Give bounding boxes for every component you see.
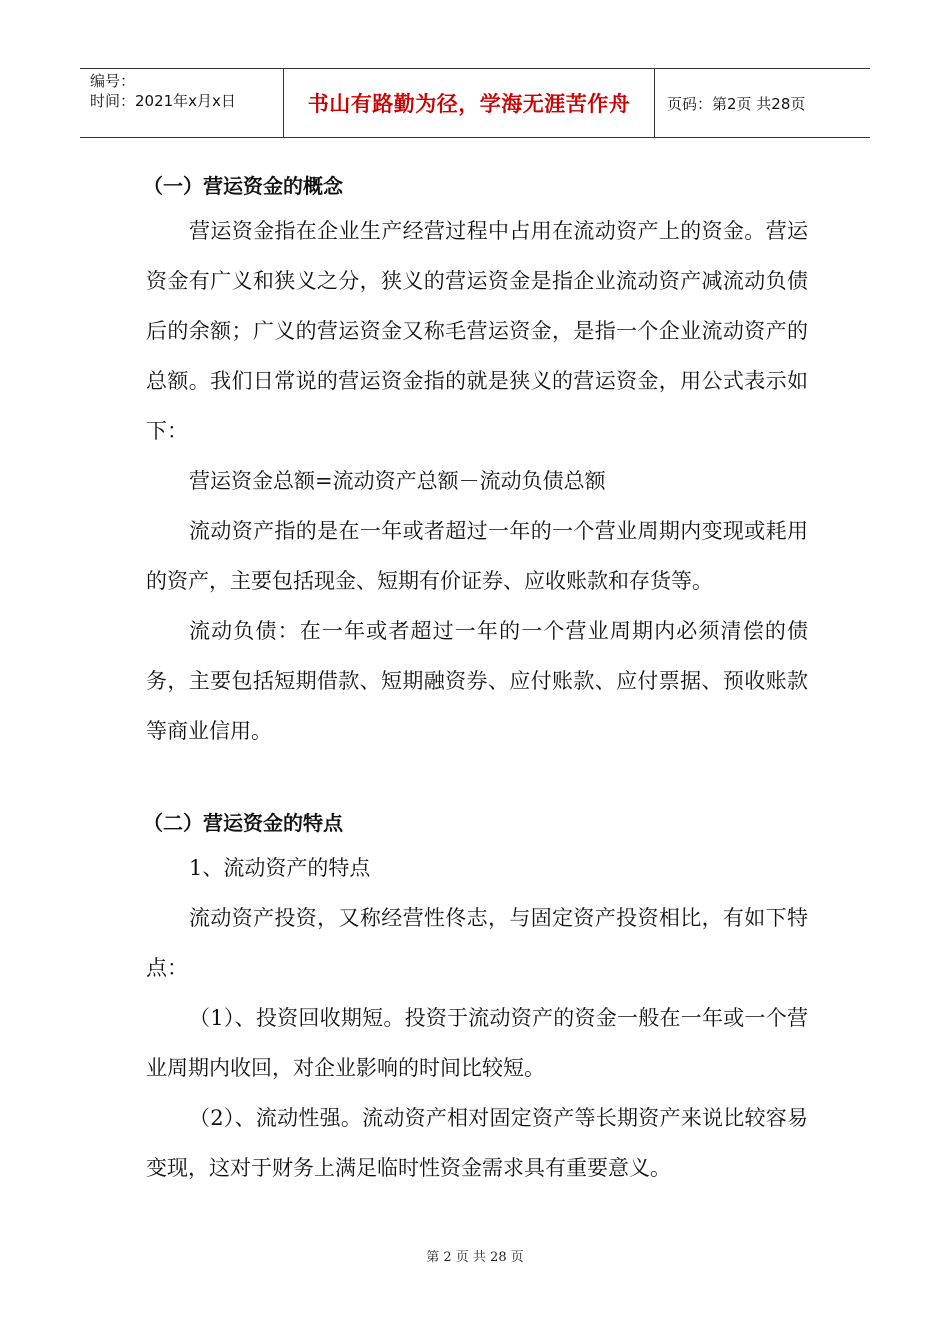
section-heading-concept: （一）营运资金的概念 bbox=[143, 174, 343, 198]
document-body bbox=[143, 166, 808, 1193]
document-number-label: 编号： bbox=[90, 72, 136, 90]
section-spacer bbox=[146, 756, 808, 803]
header-meta bbox=[80, 69, 283, 137]
paragraph: 流动资产投资，又称经营性佟志，与固定资产投资相比，有如下特点： bbox=[146, 906, 808, 980]
header-page-info: 页码：第2页 共28页 bbox=[667, 94, 806, 113]
formula-paragraph: 营运资金总额=流动资产总额－流动负债总额 bbox=[189, 469, 606, 493]
section-heading-features: （二）营运资金的特点 bbox=[143, 811, 343, 835]
paragraph: 营运资金指在企业生产经营过程中占用在流动资产上的资金。营运资金有广义和狭义之分，狭义的营运资金是指企业流动资产减流动负债后的余额；广义的营运资金又称毛营运资金，是指一个企业流动资产的总额。我们日常说的营运资金指的就是狭义的营运资金，用公式表示如下： bbox=[146, 219, 808, 443]
paragraph: 流动负债：在一年或者超过一年的一个营业周期内必须清偿的债务，主要包括短期借款、短期融资券、应付账款、应付票据、预收账款等商业信用。 bbox=[146, 619, 808, 743]
subheading-paragraph: 1、流动资产的特点 bbox=[189, 856, 371, 880]
paragraph: 流动资产指的是在一年或者超过一年的一个营业周期内变现或耗用的资产，主要包括现金、短期有价证券、应收账款和存货等。 bbox=[146, 519, 808, 593]
document-date-label: 时间：2021年x月x日 bbox=[90, 92, 236, 110]
header-motto: 书山有路勤为径，学海无涯苦作舟 bbox=[307, 92, 631, 116]
page-footer: 第 2 页 共 28 页 bbox=[426, 1250, 524, 1265]
paragraph: （1）、投资回收期短。投资于流动资产的资金一般在一年或一个营业周期内收回，对企业影响的时间比较短。 bbox=[146, 1006, 808, 1080]
page-header bbox=[80, 68, 870, 138]
paragraph: （2）、流动性强。流动资产相对固定资产等长期资产来说比较容易变现，这对于财务上满足临时性资金需求具有重要意义。 bbox=[146, 1106, 808, 1180]
header-motto-cell bbox=[283, 69, 655, 137]
